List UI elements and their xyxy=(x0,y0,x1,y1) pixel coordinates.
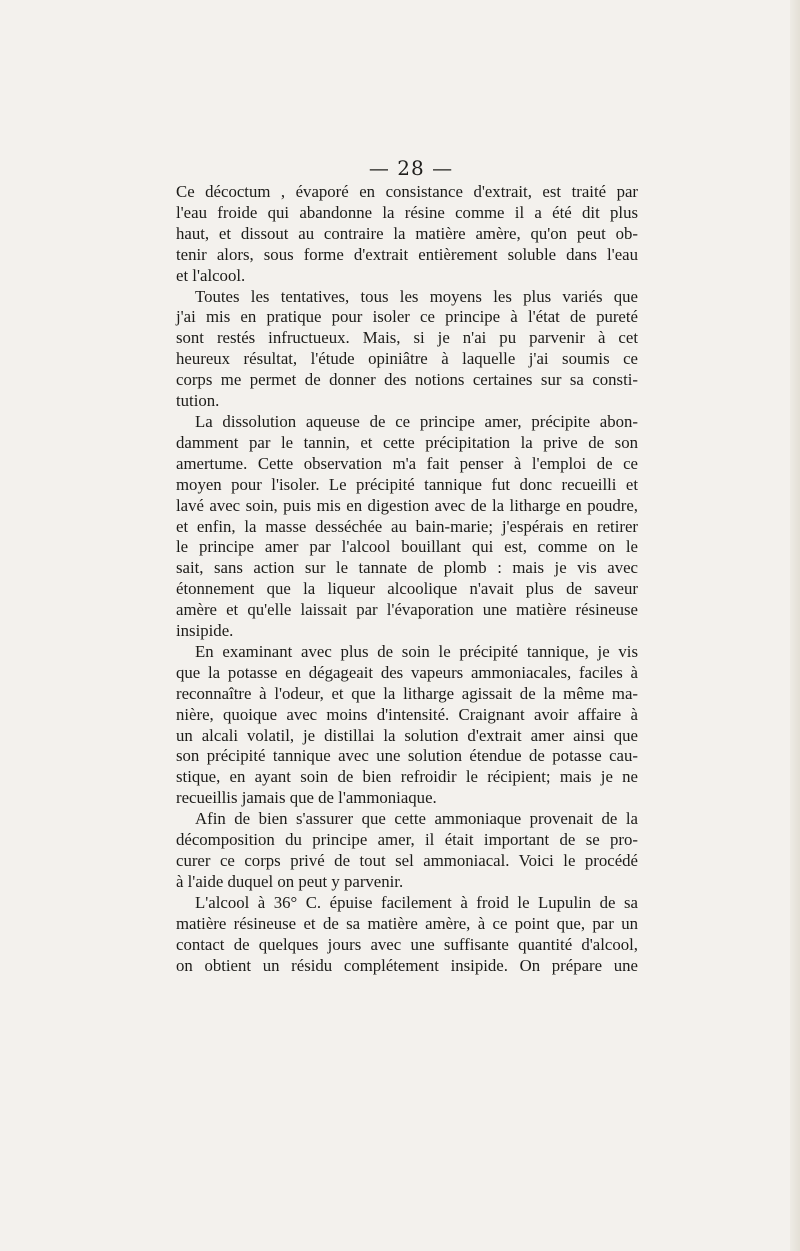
text-line: contact de quelques jours avec une suffisante quantité d'alcool, xyxy=(176,934,638,954)
text-line: recueillis jamais que de l'ammoniaque. xyxy=(176,788,437,808)
text-line: Ce décoctum , évaporé en consistance d'extrait, est traité par xyxy=(176,182,638,201)
text-line: que la potasse en dégageait des vapeurs ammoniacales, faciles à xyxy=(176,662,638,682)
text-line: et enfin, la masse desséchée au bain-marie; j'espérais en retirer xyxy=(176,516,638,536)
text-line: La dissolution aqueuse de ce principe amer, précipite abon- xyxy=(195,411,638,431)
text-line: sont restés infructueux. Mais, si je n'ai pu parvenir à cet xyxy=(176,328,638,348)
text-line: sait, sans action sur le tannate de plomb : mais je vis avec xyxy=(176,558,638,578)
text-line: haut, et dissout au contraire la matière amère, qu'on peut ob- xyxy=(176,223,638,243)
text-line: curer ce corps privé de tout sel ammoniacal. Voici le procédé xyxy=(176,851,638,870)
text-line: lavé avec soin, puis mis en digestion avec de la litharge en poudre, xyxy=(176,495,638,515)
body-text xyxy=(176,182,638,976)
paragraph xyxy=(176,182,638,287)
text-line: En examinant avec plus de soin le précipité tannique, je vis xyxy=(195,641,638,661)
paragraph xyxy=(176,287,638,412)
text-line: amère et qu'elle laissait par l'évaporation une matière résineuse xyxy=(176,600,638,620)
text-line: Toutes les tentatives, tous les moyens les plus variés que xyxy=(195,286,638,306)
text-line: Afin de bien s'assurer que cette ammoniaque provenait de la xyxy=(195,809,638,829)
text-line: heureux résultat, l'étude opiniâtre à laquelle j'ai soumis ce xyxy=(176,349,638,369)
text-line: un alcali volatil, je distillai la solution d'extrait amer ainsi que xyxy=(176,725,638,745)
text-line: on obtient un résidu complétement insipide. On prépare une xyxy=(176,955,638,975)
paragraph xyxy=(176,809,638,893)
text-line: damment par le tannin, et cette précipitation la prive de son xyxy=(176,432,638,452)
paragraph xyxy=(176,893,638,977)
text-line: stique, en ayant soin de bien refroidir le récipient; mais je ne xyxy=(176,767,638,787)
text-line: reconnaître à l'odeur, et que la litharge agissait de la même ma- xyxy=(176,683,638,703)
text-line: étonnement que la liqueur alcoolique n'avait plus de saveur xyxy=(176,579,638,599)
paragraph xyxy=(176,642,638,809)
text-line: amertume. Cette observation m'a fait penser à l'emploi de ce xyxy=(176,453,638,473)
text-line: corps me permet de donner des notions certaines sur sa consti- xyxy=(176,370,638,390)
text-line: l'eau froide qui abandonne la résine comme il a été dit plus xyxy=(176,202,638,222)
page-number: — 28 — xyxy=(368,156,454,180)
page-edge xyxy=(790,0,800,1251)
text-line: et l'alcool. xyxy=(176,265,246,285)
text-line: j'ai mis en pratique pour isoler ce principe à l'état de pureté xyxy=(176,307,638,327)
text-line: nière, quoique avec moins d'intensité. Craignant avoir affaire à xyxy=(176,704,638,724)
text-line: insipide. xyxy=(176,621,234,641)
text-line: L'alcool à 36° C. épuise facilement à froid le Lupulin de sa xyxy=(195,892,638,912)
text-line: décomposition du principe amer, il était important de se pro- xyxy=(176,830,638,850)
text-line: matière résineuse et de sa matière amère, à ce point que, par un xyxy=(176,913,638,933)
text-line: le principe amer par l'alcool bouillant qui est, comme on le xyxy=(176,537,638,557)
text-line: moyen pour l'isoler. Le précipité tannique fut donc recueilli et xyxy=(176,474,638,494)
paragraph xyxy=(176,412,638,642)
text-line: tenir alors, sous forme d'extrait entièrement soluble dans l'eau xyxy=(176,244,638,264)
text-line: à l'aide duquel on peut y parvenir. xyxy=(176,871,404,891)
text-line: tution. xyxy=(176,391,220,411)
text-line: son précipité tannique avec une solution étendue de potasse cau- xyxy=(176,746,638,766)
